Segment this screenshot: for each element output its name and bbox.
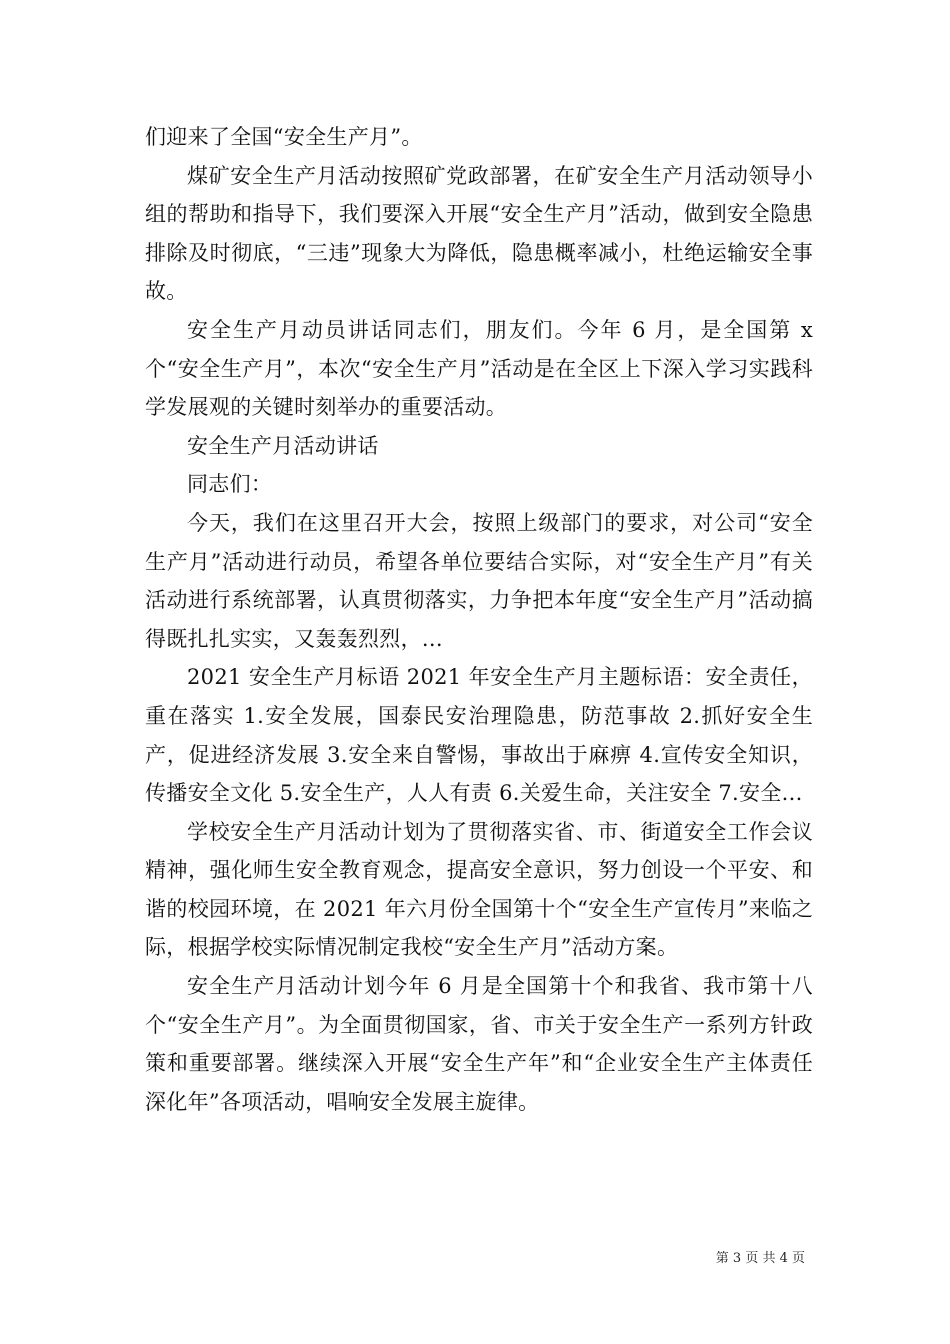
paragraph-slogans: 2021 安全生产月标语 2021 年安全生产月主题标语：安全责任，重在落实 1.安全发展，国泰民安治理隐患，防范事故 2.抓好安全生产，促进经济发展 3.安全来自警惕，事故出于麻痹 4.宣传安全知识，传播安全文化 5.安全生产，人人有责 6.关爱生命，关注安全 7.安全... [145, 665, 813, 806]
paragraph-school-plan: 学校安全生产月活动计划为了贯彻落实省、市、街道安全工作会议精神，强化师生安全教育观念，提高安全意识，努力创设一个平安、和谐的校园环境，在 2021 年六月份全国第十个“安全生产宣传月”来临之际，根据学校实际情况制定我校“安全生产月”活动方案。 [145, 819, 813, 960]
paragraph-company-meeting: 今天，我们在这里召开大会，按照上级部门的要求，对公司“安全生产月”活动进行动员，希望各单位要结合实际，对“安全生产月”有关活动进行系统部署，认真贯彻落实，力争把本年度“安全生产月”活动搞得既扎扎实实，又轰轰烈烈，... [145, 510, 813, 651]
paragraph-coal-mine-activity: 煤矿安全生产月活动按照矿党政部署，在矿安全生产月活动领导小组的帮助和指导下，我们要深入开展“安全生产月”活动，做到安全隐患排除及时彻底，“三违”现象大为降低，隐患概率减小，杜绝运输安全事故。 [145, 163, 813, 304]
paragraph-mobilization-speech: 安全生产月动员讲话同志们，朋友们。今年 6 月，是全国第 x 个“安全生产月”，本次“安全生产月”活动是在全区上下深入学习实践科学发展观的关键时刻举办的重要活动。 [145, 317, 813, 420]
page-number: 第 3 页 共 4 页 [715, 1251, 805, 1266]
paragraph-continuation: 们迎来了全国“安全生产月”。 [145, 125, 423, 149]
document-body [145, 118, 813, 1121]
paragraph-speech-heading: 安全生产月活动讲话 [187, 433, 379, 458]
paragraph-salutation: 同志们： [187, 472, 273, 497]
paragraph-activity-plan: 安全生产月活动计划今年 6 月是全国第十个和我省、我市第十八个“安全生产月”。为全面贯彻国家，省、市关于安全生产一系列方针政策和重要部署。继续深入开展“安全生产年”和“企业安全生产主体责任深化年”各项活动，唱响安全发展主旋律。 [145, 974, 813, 1114]
